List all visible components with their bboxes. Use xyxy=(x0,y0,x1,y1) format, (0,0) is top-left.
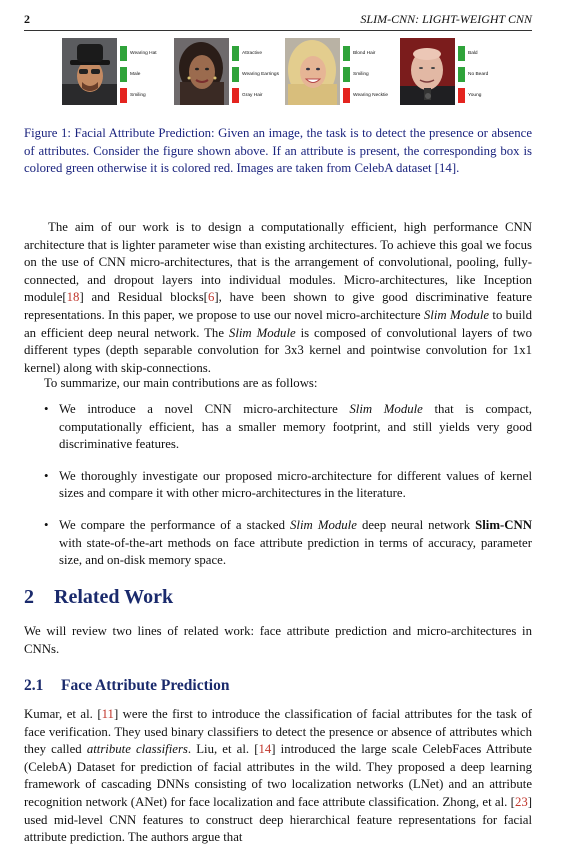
face-photo-woman-dark-hair xyxy=(174,38,229,105)
attribute-present-indicator xyxy=(120,46,127,61)
text-run: that is compact, computationally efficient, has a smaller memory footprint, and still yields very good discriminative features. xyxy=(59,402,532,452)
citation-link[interactable]: 23 xyxy=(514,794,528,809)
attribute-item xyxy=(458,85,514,106)
emphasis-text: Slim Module xyxy=(290,517,357,532)
attribute-label: Wearing Earrings xyxy=(242,72,279,77)
page-number: 2 xyxy=(24,12,30,26)
text-run: We thoroughly investigate our proposed micro-architecture for different values of kernel sizes and compare it with other micro-architectures in the literature. xyxy=(59,468,532,501)
bullet-marker: • xyxy=(44,468,49,483)
text-run: Kumar, et al. [ xyxy=(24,707,102,721)
attribute-list xyxy=(458,43,514,106)
section-number: 2 xyxy=(24,586,34,608)
attribute-label: Smiling xyxy=(353,72,369,77)
page-header xyxy=(24,12,532,28)
attribute-absent-indicator xyxy=(120,88,127,103)
attribute-item xyxy=(458,43,514,64)
intro-paragraph xyxy=(24,219,532,377)
figure-caption xyxy=(24,125,532,178)
caption-text: Figure 1: Facial Attribute Prediction: Given an image, the task is to detect the presence or absence of attributes. Consider the figure shown above. If an attribute is present, the corresponding box is colored green otherwise it is colored red. Images are taken from CelebA dataset [ xyxy=(24,126,532,176)
contributions-list xyxy=(44,401,532,584)
text-run: ] used mid-level CNN features to construct deep hierarchical feature representations for facial attribute prediction. The authors argue that xyxy=(24,794,532,845)
text-run: The aim of our work is to design a computationally efficient, high performance CNN architecture that is lighter parameter wise than existing architectures. To achieve this goal we focus on the use of CNN micro-architectures, that is the arrangement of convolutional, pooling, fully-connected, and dropout layers into individual modules. Micro-architectures, like Inception module[ xyxy=(24,220,532,305)
text-run: with state-of-the-art methods on face attribute prediction in terms of accuracy, parameter size, and on-disk memory space. xyxy=(59,535,532,568)
attribute-label: Male xyxy=(130,72,141,77)
attribute-label: Gray Hair xyxy=(242,93,263,98)
attribute-present-indicator xyxy=(343,67,350,82)
attribute-present-indicator xyxy=(343,46,350,61)
attribute-present-indicator xyxy=(232,67,239,82)
section-title: Related Work xyxy=(54,586,174,608)
section-heading xyxy=(24,586,173,609)
attribute-item xyxy=(232,64,288,85)
face-photo-bald-man xyxy=(400,38,455,105)
related-work-paragraph: We will review two lines of related work: face attribute prediction and micro-architectures in CNNs. xyxy=(24,624,532,656)
text-run: to build an efficient deep neural network. The xyxy=(24,307,532,340)
citation-link[interactable]: 14 xyxy=(439,161,452,176)
subsection-title: Face Attribute Prediction xyxy=(61,677,230,694)
list-item xyxy=(44,517,532,570)
attribute-present-indicator xyxy=(458,67,465,82)
attribute-label: Attractive xyxy=(242,51,262,56)
attribute-absent-indicator xyxy=(343,88,350,103)
figure-1 xyxy=(62,38,532,108)
attribute-list xyxy=(120,43,176,106)
text-run: is composed of convolutional layers of two different types (depth separable convolution for 3x3 kernel and pointwise convolution for 1x1 kernel) along with skip-connections. xyxy=(24,325,532,375)
emphasis-text: attribute classifiers xyxy=(86,742,188,757)
attribute-item xyxy=(232,43,288,64)
attribute-label: Wearing Necktie xyxy=(353,93,389,98)
attribute-label: Wearing Hat xyxy=(130,51,157,56)
attribute-label: Smiling xyxy=(130,93,146,98)
attribute-label: Young xyxy=(468,93,482,98)
attribute-label: Blond Hair xyxy=(353,51,376,56)
citation-link[interactable]: 18 xyxy=(66,290,80,305)
attribute-present-indicator xyxy=(120,67,127,82)
text-run: ] and Residual blocks[ xyxy=(79,290,208,305)
face-example-1 xyxy=(62,38,174,108)
header-rule xyxy=(24,30,532,31)
face-photo-blond-woman xyxy=(285,38,340,105)
bold-text: Slim-CNN xyxy=(475,517,532,532)
citation-link[interactable]: 11 xyxy=(101,707,114,721)
attribute-absent-indicator xyxy=(232,88,239,103)
attribute-item xyxy=(458,64,514,85)
face-example-4 xyxy=(400,38,512,108)
face-photo-hat-man xyxy=(62,38,117,105)
subsection-heading xyxy=(24,677,229,695)
list-item xyxy=(44,468,532,503)
attribute-item xyxy=(343,64,399,85)
text-run: We introduce a novel CNN micro-architecture xyxy=(59,402,350,416)
text-run: . Liu, et al. [ xyxy=(187,742,259,757)
attribute-item xyxy=(120,85,176,106)
emphasis-text: Slim Module xyxy=(349,402,423,416)
bullet-marker: • xyxy=(44,517,49,532)
subsection-number: 2.1 xyxy=(24,677,44,694)
text-run: ] were the first to introduce the classification of facial attributes for the task of face verification. They used binary classifiers to detect the presence or absence of attributes which they called xyxy=(24,707,532,757)
attribute-label: Bald xyxy=(468,51,478,56)
attribute-item xyxy=(120,64,176,85)
attribute-present-indicator xyxy=(232,46,239,61)
face-example-3 xyxy=(285,38,397,108)
citation-link[interactable]: 14 xyxy=(258,742,272,757)
attribute-list xyxy=(232,43,288,106)
list-item xyxy=(44,401,532,454)
contributions-intro: To summarize, our main contributions are as follows: xyxy=(44,376,318,390)
running-title: SLIM-CNN: LIGHT-WEIGHT CNN xyxy=(360,12,532,26)
emphasis-text: Slim Module xyxy=(423,307,490,322)
text-run: We compare the performance of a stacked xyxy=(59,517,291,532)
bullet-marker: • xyxy=(44,402,49,416)
face-example-2 xyxy=(174,38,286,108)
text-run: ], have been shown to give good discriminative feature representations. In this paper, we propose to use our novel micro-architecture xyxy=(24,290,532,322)
attribute-item xyxy=(120,43,176,64)
attribute-absent-indicator xyxy=(458,88,465,103)
face-attribute-paragraph xyxy=(24,706,532,847)
attribute-list xyxy=(343,43,399,106)
text-run: ] introduced the large scale CelebFaces Attribute (CelebA) Dataset for prediction of facial attributes in the wild. They proposed a deep learning framework of cascading DNNs consisting of two localization networks (LNet) and an attribute recognition network (ANet) for face localization and face attribute classification. Zhong, et al. [ xyxy=(24,742,532,809)
attribute-label: No Beard xyxy=(468,72,489,77)
attribute-item xyxy=(343,43,399,64)
attribute-present-indicator xyxy=(458,46,465,61)
emphasis-text: Slim Module xyxy=(228,325,296,340)
caption-text: ]. xyxy=(451,161,460,176)
citation-link[interactable]: 6 xyxy=(207,290,215,305)
text-run: deep neural network xyxy=(356,517,476,532)
attribute-item xyxy=(232,85,288,106)
attribute-item xyxy=(343,85,399,106)
